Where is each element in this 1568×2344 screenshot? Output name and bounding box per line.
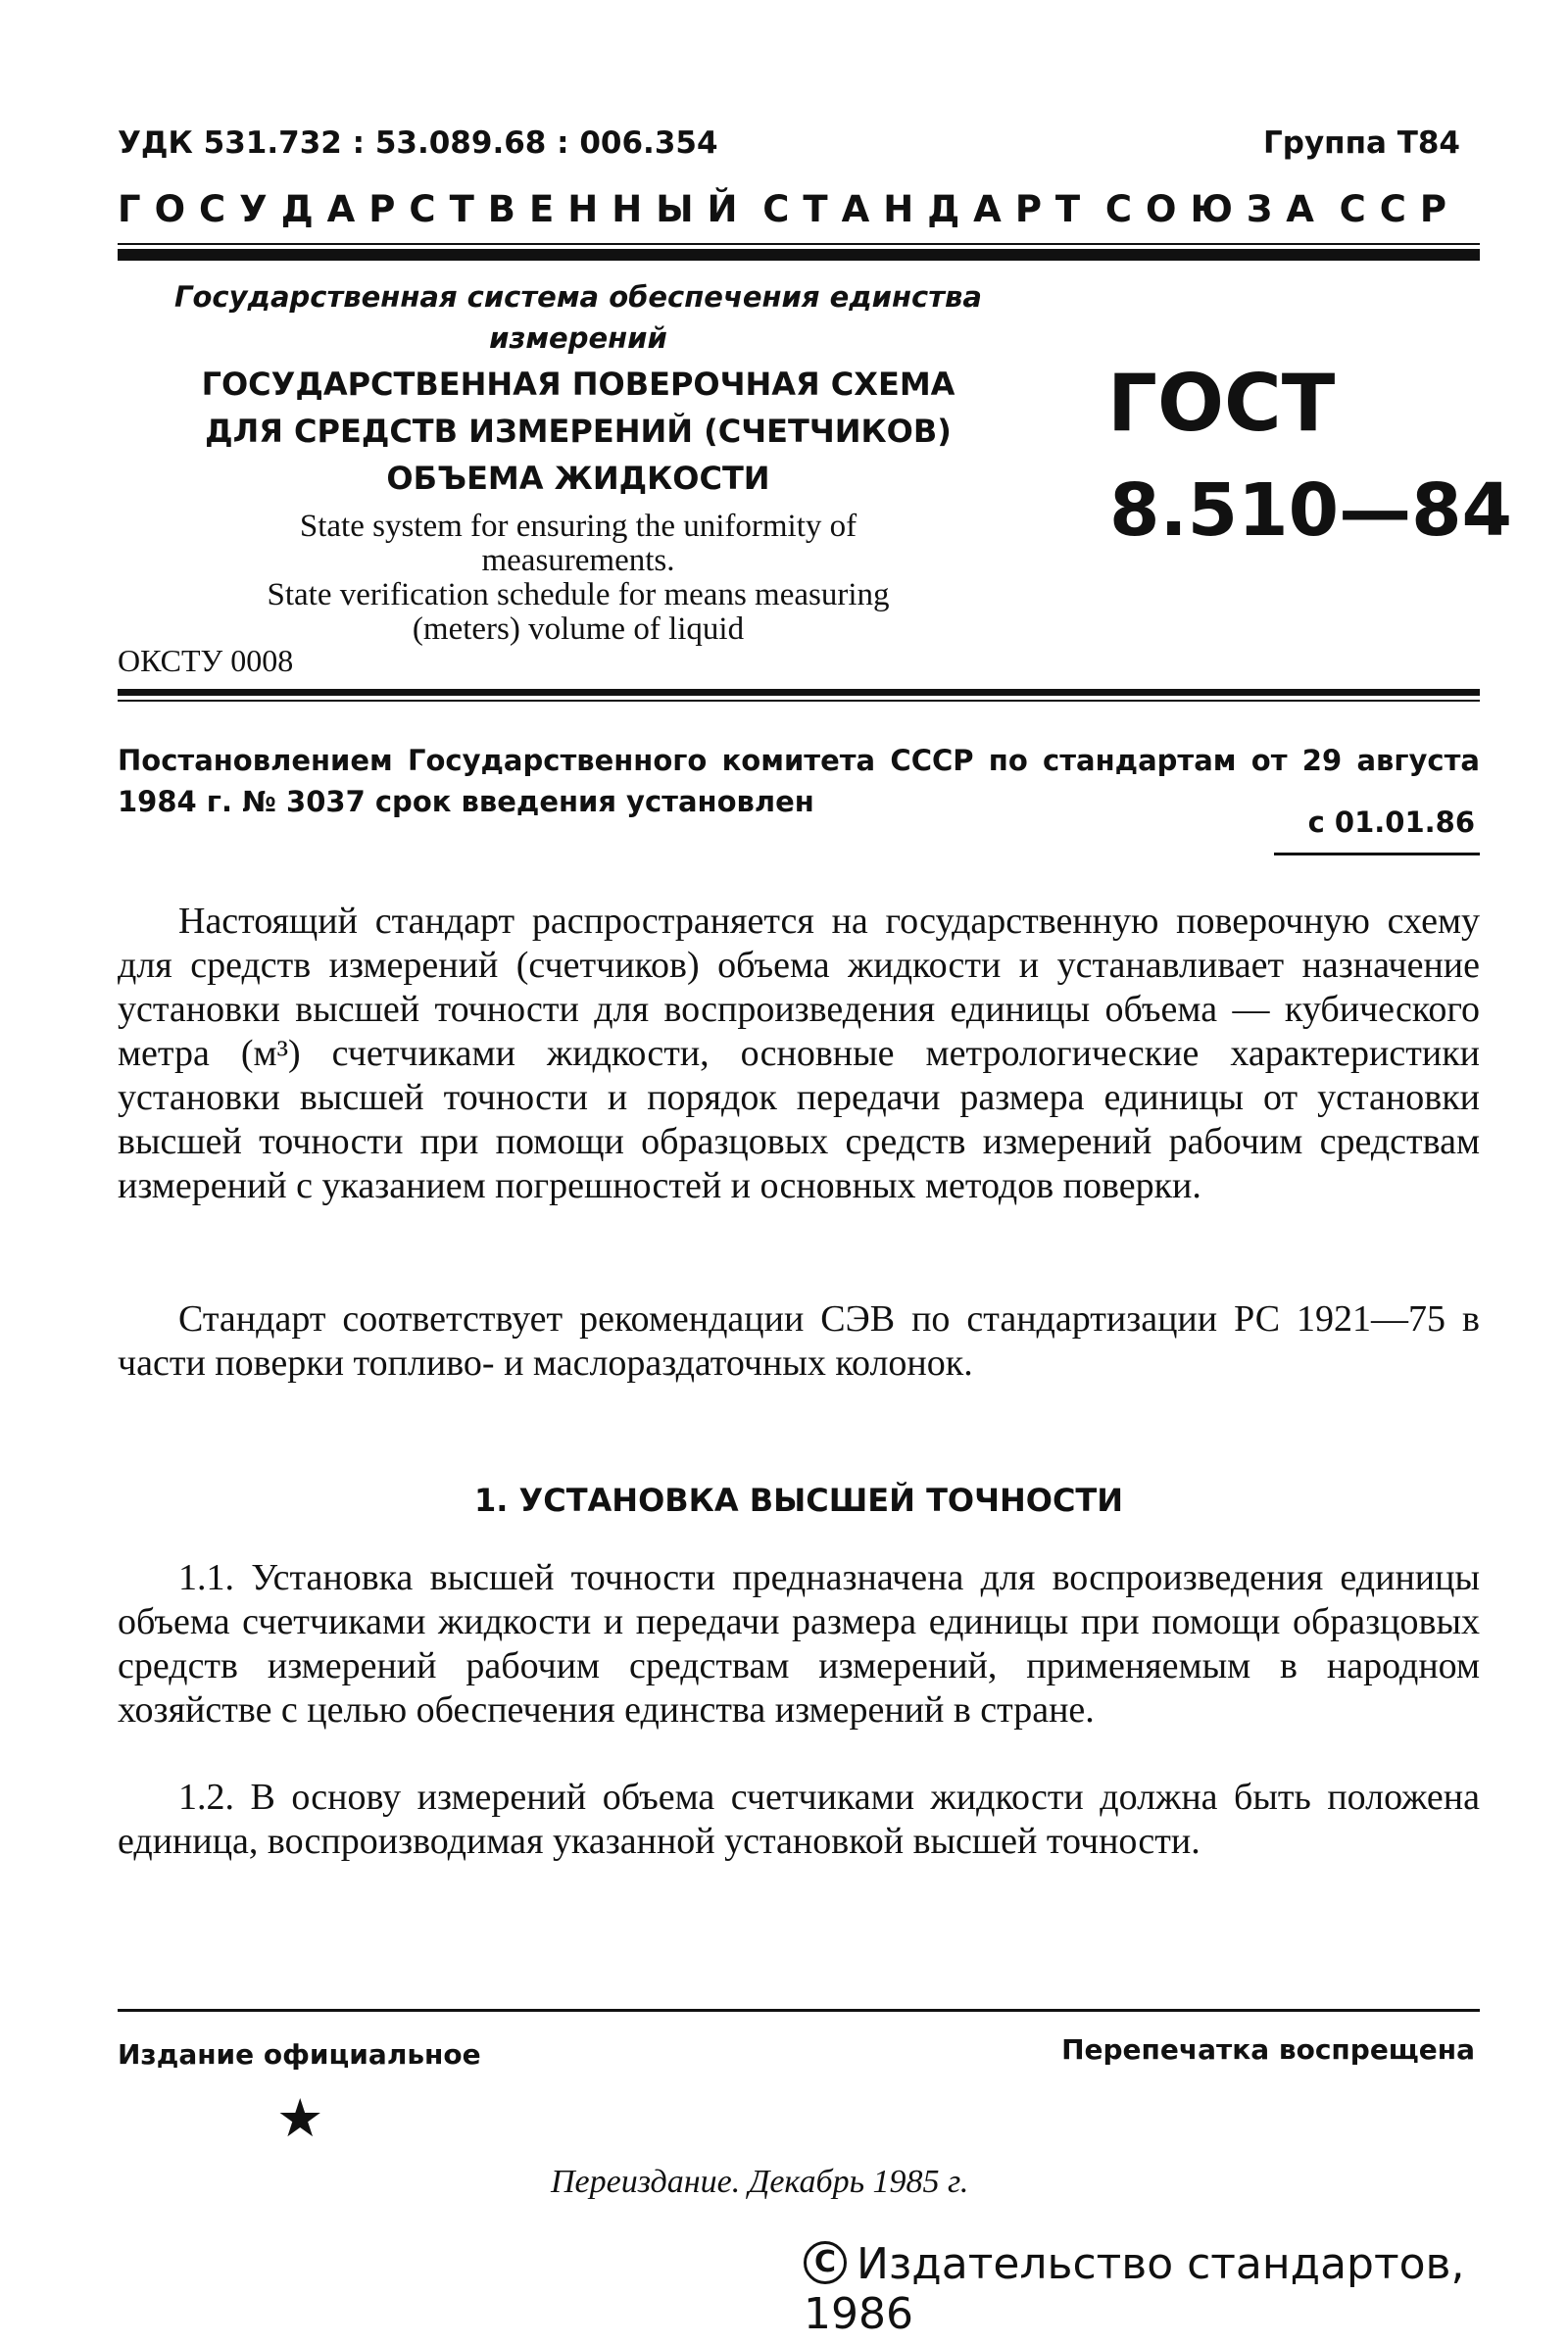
main-title: ОБЪЕМА ЖИДКОСТИ [386,460,770,497]
english-title: measurements. [481,543,675,578]
banner-word: СТАНДАРТ [762,188,1095,230]
publisher-name: Издательство стандартов, 1986 [804,2239,1465,2339]
gost-number: 8.510—84 [1109,468,1513,553]
banner-word: СОЮЗА [1104,188,1328,230]
paragraph-text: Стандарт соответствует рекомендации СЭВ по стандартизации РС 1921—75 в части поверки топливо- и маслораздаточных колонок. [118,1298,1480,1384]
paragraph [118,900,1480,1208]
decree-text: Постановлением Государственного комитета СССР по стандартам от 29 августа 1984 г. № 3037 срок введения установлен [118,744,1480,818]
reissue-note: Переиздание. Декабрь 1985 г. [551,2164,969,2200]
divider [118,2009,1480,2012]
paragraph-text: Настоящий стандарт распространяется на государственную поверочную схему для средств измерений (счетчиков) объема жидкости и устанавливает назначение установки высшей точности для воспроизведения единицы объема — кубического метра (м³) счетчиками жидкости, основные метрологические характеристики установки высшей точности и порядок передачи размера единицы от установки высшей точности при помощи образцовых средств измерений рабочим средствам измерений с указанием погрешностей и основных методов поверки. [118,901,1480,1206]
paragraph [118,1297,1480,1386]
divider [118,243,1480,245]
effective-date: с 01.01.86 [1307,806,1475,839]
main-title: ГОСУДАРСТВЕННАЯ ПОВЕРОЧНАЯ СХЕМА [201,366,956,403]
standard-banner [118,188,1460,230]
official-edition-label: Издание официальное [118,2038,481,2071]
divider [118,249,1480,261]
divider [118,700,1480,702]
english-title: State verification schedule for means measuring [267,577,890,612]
title-block [147,276,1009,647]
paragraph-text: 1.1. Установка высшей точности предназначена для воспроизведения единицы объема счетчиками жидкости и передачи размера единицы при помощи образцовых средств измерений рабочим средствам измерений, применяемым в народном хозяйстве с целью обеспечения единства измерений в стране. [118,1557,1480,1731]
star-icon: ★ [276,2089,324,2148]
paragraph-text: 1.2. В основу измерений объема счетчиками жидкости должна быть положена единица, воспроизводимая указанной установкой высшей точности. [118,1777,1480,1862]
system-title: Государственная система обеспечения единства [174,280,982,314]
paragraph [118,1776,1480,1864]
okstu-code: ОКСТУ 0008 [118,643,294,678]
banner-word: ГОСУДАРСТВЕННЫЙ [118,188,752,230]
reprint-notice: Перепечатка воспрещена [1061,2033,1475,2066]
section-heading: 1. УСТАНОВКА ВЫСШЕЙ ТОЧНОСТИ [473,1482,1124,1519]
publisher-line [804,2239,1568,2339]
divider [1274,853,1480,855]
group-code: Группа Т84 [1263,125,1460,161]
gost-label: ГОСТ [1107,358,1336,449]
system-title: измерений [489,321,667,355]
paragraph [118,1556,1480,1733]
banner-word: ССР [1339,188,1460,230]
copyright-icon: C [804,2241,847,2284]
english-title: State system for ensuring the uniformity of [299,509,858,544]
divider [118,689,1480,696]
main-title: ДЛЯ СРЕДСТВ ИЗМЕРЕНИЙ (СЧЕТЧИКОВ) [205,413,952,450]
english-title: (meters) volume of liquid [412,611,745,647]
udk-code: УДК 531.732 : 53.089.68 : 006.354 [118,125,718,161]
